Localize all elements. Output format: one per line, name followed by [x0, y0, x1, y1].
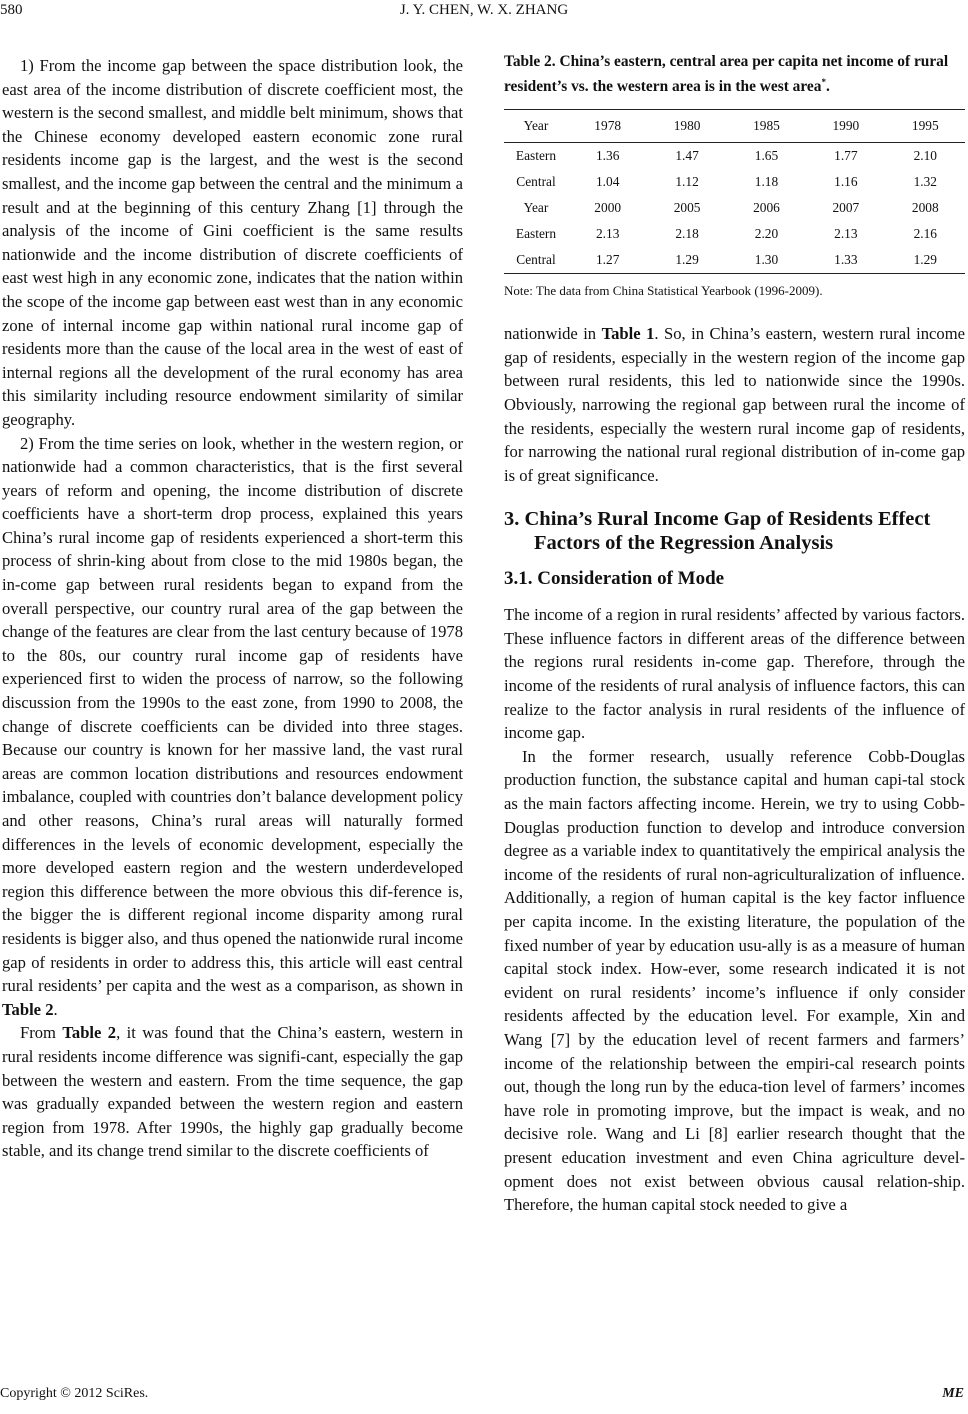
paragraph-nationwide: nationwide in Table 1. So, in China’s eastern, western rural income gap of residents, especially in the western region of the income gap between rural residents, this led to nationwide since the 1990s. Obviously, narrowing the regional gap between rural the income of the residents, especially the western rural income gap of residents, for narrowing the national rural regional distribution of in-come gap is of great significance.	[504, 324, 965, 485]
table-cell: 1.16	[834, 174, 858, 190]
table-cell: 1.47	[675, 148, 699, 164]
table-cell: 2.16	[913, 226, 937, 242]
table-2	[504, 109, 965, 274]
table-cell: 1.36	[595, 148, 620, 164]
table-header-row	[504, 110, 965, 143]
table-cell: 2.13	[834, 226, 858, 242]
table-row	[504, 195, 965, 221]
page-header	[0, 0, 968, 24]
table-cell: 2008	[911, 200, 939, 216]
table-cell: 1.33	[834, 252, 858, 268]
paragraph-spatial-distribution: 1) From the income gap between the space distribution look, the east area of the income distribution of discrete coefficient most, the western is the second smallest, and middle belt minimum, shows that the Chinese economy developed eastern economic zone rural residents income gap is the largest, and the west is the second smallest, and the income gap between the central and the minimum a result and at the beginning of this century Zhang [1] through the analysis of the income of Gini coefficient is the same results nationwide and the income distribution of discrete coefficients of east west high in any economic zone, indicates that the nation within the scope of the income gap between east west than in any economic zone of internal income gap within national rural income gap of residents more than the cause of the local area in the west of east of internal regions all the development of the rural economy has area this similarity including resource endowment similarity of similar geography.	[2, 56, 463, 429]
running-head-authors: J. Y. CHEN, W. X. ZHANG	[399, 2, 569, 18]
paragraph-income-factors: The income of a region in rural residents’ affected by various factors. These influence factors in different areas of the difference between the regions rural residents in-come gap. Therefore, through the income of the residents of rural analysis of influence factors, this can realize to the factor analysis in rural residents of the influence of income gap.	[504, 605, 965, 743]
page-footer	[0, 1384, 968, 1406]
row-label: Year	[523, 200, 549, 216]
table-cell: 2000	[594, 200, 622, 216]
table-cell: 1.30	[754, 252, 779, 268]
page-number: 580	[0, 2, 23, 18]
table-row	[504, 221, 965, 247]
table-cell: 2.10	[913, 148, 937, 164]
column-header: 1990	[832, 118, 860, 134]
footnote-marker: *	[821, 77, 826, 87]
table-cell: 2.20	[754, 226, 779, 242]
table-cell: 1.29	[913, 252, 937, 268]
table-cell: 2007	[832, 200, 860, 216]
paragraph-time-series: 2) From the time series on look, whether in the western region, or nationwide had a common characteristics, that is the first several years of reform and opening, the income distribution of discrete coefficients have a short-term drop process, explained this years China’s rural income gap of residents experienced a short-term this process of shrin-king about from close to the mid 1980s began, the in-come gap between rural residents began to expand from the overall perspective, our country rural area of the gap between the change of the features are clear from the last century because of 1978 to the 80s, our country rural income gap of residents have experienced first to widen the process of narrow, so the following discussion from the 1990s to the east zone, from 1990 to 2008, the change of discrete coefficients can be divided into three stages. Because our country is known for her massive land, the vast rural areas are common location distributions and resources endowment imbalance, coupled with countries don’t balance development policy and other reasons, China’s rural areas will naturally formed differences in the levels of economic development, especially the more developed eastern region and the western underdeveloped region this difference between the more obvious this dif-ference is, the bigger the is different regional income disparity among rural residents is bigger also, and thus opened the nationwide rural income gap of residents in order to address this, this article will east central rural residents’ per capita and the west as a comparison, as shown in Table 2.	[2, 433, 463, 1019]
column-header: Year	[523, 118, 549, 134]
table-cell: 1.32	[913, 174, 937, 190]
column-header: 1980	[673, 118, 701, 134]
row-label: Central	[516, 174, 556, 190]
table-cell: 1.12	[675, 174, 699, 190]
right-column	[504, 54, 965, 1217]
section-heading: 3. China’s Rural Income Gap of Residents Effect Factors of the Regression Analysis	[504, 508, 931, 555]
table-cell: 1.77	[834, 148, 858, 164]
table-row	[504, 143, 965, 170]
table-cell: 1.29	[675, 252, 699, 268]
row-label: Central	[516, 252, 556, 268]
table-row	[504, 247, 965, 274]
table-cell: 2.18	[675, 226, 699, 242]
table-2-caption: Table 2. China’s eastern, central area per capita net income of rural resident’s vs. the western area is in the west area*.	[504, 53, 949, 96]
table-row	[504, 169, 965, 195]
table-2-reference[interactable]: Table 2	[2, 999, 54, 1019]
table-2-note: Note: The data from China Statistical Yearbook (1996-2009).	[504, 283, 823, 299]
column-header: 1978	[594, 118, 622, 134]
table-cell: 2.13	[595, 226, 620, 242]
subsection-heading: 3.1. Consideration of Mode	[504, 568, 725, 590]
table-cell: 1.27	[595, 252, 620, 268]
column-header: 1995	[911, 118, 939, 134]
table-cell: 2006	[753, 200, 780, 216]
table-2-reference[interactable]: Table 2	[62, 1023, 117, 1043]
table-cell: 2005	[673, 200, 701, 216]
table-cell: 1.65	[754, 148, 779, 164]
column-header: 1985	[753, 118, 780, 134]
paragraph-table-2-findings: From Table 2, it was found that the China’s eastern, western in rural residents income difference was signifi-cant, especially the gap between the western and eastern. From the time sequence, the gap was gradually expanded between the western region and eastern region from 1978. After 1990s, the highly gap gradually become stable, and its change trend similar to the discrete coefficients of	[2, 1023, 463, 1161]
copyright-notice: Copyright © 2012 SciRes.	[0, 1386, 149, 1401]
table-cell: 1.04	[595, 174, 620, 190]
table-1-reference[interactable]: Table 1	[601, 324, 655, 344]
row-label: Eastern	[515, 226, 557, 242]
table-cell: 1.18	[754, 174, 779, 190]
row-label: Eastern	[515, 148, 557, 164]
paragraph-cobb-douglas: In the former research, usually reference Cobb-Douglas production function, the substance capital and human capi-tal stock as the main factors affecting income. Herein, we try to using Cobb-Douglas production function to develop and introduce conversion degree as a variable index to quantitatively the empirical analysis the income of the residents of rural non-agriculturalization of influence. Additionally, a region of human capital is the key factor influence per capita income. In the existing literature, the population of the fixed number of year by education usu-ally is as a measure of human capital stock index. How-ever, some research indicated it is not evident on rural residents’ income’s influence if only consider residents affected by the education level. For example, Xin and Wang [7] by the education level of recent farmers and farmers’ income of the relationship between the empiri-cal research points out, though the long run by the educa-tion level of farmers’ incomes have role in promoting improve, but the impact is weak, and no decisive role. Wang and Li [8] earlier research thought that the present education investment and even China agriculture devel-opment does not exist between obvious causal relation-ship. Therefore, the human capital stock needed to give a	[504, 746, 965, 1215]
journal-abbreviation: ME	[942, 1386, 964, 1401]
left-column	[2, 54, 463, 1163]
